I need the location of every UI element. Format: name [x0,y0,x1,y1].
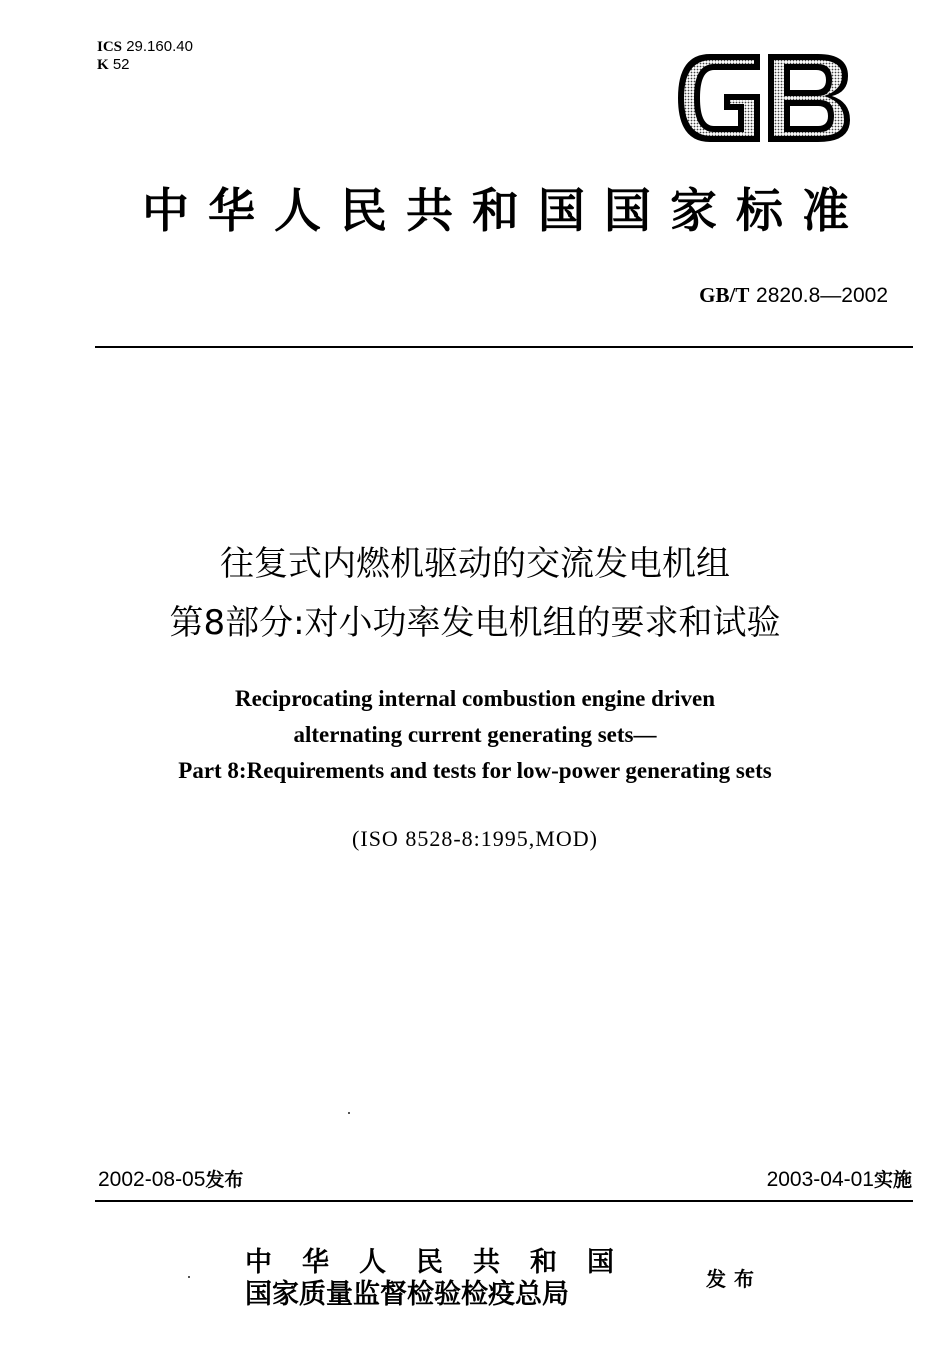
ccs-label: K [97,57,109,73]
issue-date-suffix: 发布 [205,1169,244,1191]
implementation-date-suffix: 实施 [873,1169,912,1191]
implementation-date-value: 2003-04-01 [766,1168,874,1191]
ccs-code: 52 [112,56,130,73]
iso-reference: (ISO 8528-8:1995,MOD) [352,826,598,851]
header-divider [95,346,913,348]
ics-code: 29.160.40 [126,38,193,55]
english-title-line-2: alternating current generating sets— [293,722,657,747]
classification-codes [97,38,193,74]
standard-type-title: 中华人民共和国国家标准 [142,184,868,239]
implementation-date [767,1166,912,1194]
standard-number [699,282,888,309]
chinese-title-line-1: 往复式内燃机驱动的交流发电机组 [220,544,730,584]
gb-logo-icon [672,50,852,146]
publish-label: 发布 [706,1267,762,1291]
issuer-line-2: 国家质量监督检验检疫总局 [245,1279,569,1310]
english-title-line-1: Reciprocating internal combustion engine driven [234,686,715,711]
ccs-code-line [97,56,193,74]
issue-date-value: 2002-08-05 [98,1168,206,1191]
issue-date [98,1166,243,1194]
ics-label: ICS [97,39,123,55]
scan-speck [188,1276,190,1278]
standard-number-value: 2820.8—2002 [756,284,888,307]
date-divider [95,1200,913,1202]
ics-code-line [97,38,193,56]
gb-logo [672,50,852,146]
english-title-line-3: Part 8:Requirements and tests for low-power generating sets [178,758,772,783]
scan-speck [348,1112,350,1114]
issuer-line-1: 中华人民共和国 [245,1247,644,1278]
chinese-title-line-2: 第8部分:对小功率发电机组的要求和试验 [169,603,781,643]
standard-prefix: GB/T [699,283,750,307]
